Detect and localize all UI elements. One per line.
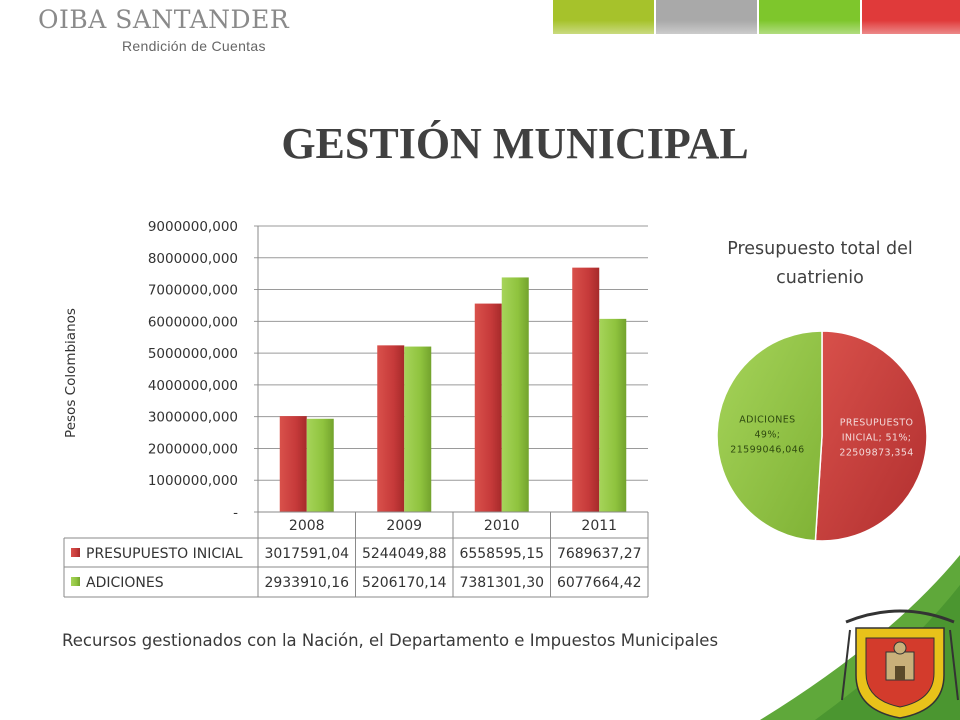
- pie-title: Presupuesto total del cuatrienio: [727, 239, 913, 288]
- y-tick-label: 6000000,000: [147, 314, 238, 331]
- y-tick-label: 3000000,000: [147, 409, 238, 426]
- data-label: 7381301,30: [459, 575, 545, 591]
- pie-data-label: INICIAL; 51%;: [841, 432, 912, 444]
- y-tick-label: 2000000,000: [147, 441, 238, 458]
- legend-label: ADICIONES: [86, 575, 164, 591]
- data-label: 7689637,27: [556, 546, 642, 562]
- data-label: 3017591,04: [264, 546, 350, 562]
- y-tick-label: 1000000,000: [147, 473, 238, 490]
- pie-data-label: PRESUPUESTO: [839, 417, 914, 429]
- x-tick-label: 2010: [483, 518, 520, 534]
- data-label: 6558595,15: [459, 546, 545, 562]
- y-tick-label: 4000000,000: [147, 377, 238, 394]
- brand-title: OIBA SANTANDER: [38, 5, 290, 34]
- y-tick-label: -: [233, 505, 238, 521]
- y-tick-label: 7000000,000: [147, 282, 238, 299]
- page-title: GESTIÓN MUNICIPAL: [281, 119, 749, 168]
- x-tick-label: 2011: [581, 518, 618, 534]
- pie-data-label: ADICIONES: [739, 414, 796, 426]
- legend-label: PRESUPUESTO INICIAL: [86, 546, 243, 562]
- x-tick-label: 2009: [386, 518, 423, 534]
- y-tick-label: 5000000,000: [147, 346, 238, 363]
- brand-subtitle: Rendición de Cuentas: [122, 38, 266, 54]
- pie-data-label: 21599046,046: [730, 444, 805, 456]
- footer-text: Recursos gestionados con la Nación, el Departamento e Impuestos Municipales: [62, 631, 719, 650]
- y-axis-title: Pesos Colombianos: [63, 308, 79, 438]
- data-label: 6077664,42: [556, 575, 642, 591]
- data-label: 5244049,88: [361, 546, 447, 562]
- pie-data-label: 49%;: [754, 429, 781, 441]
- y-tick-label: 9000000,000: [147, 219, 238, 235]
- pie-data-label: 22509873,354: [839, 447, 914, 459]
- x-tick-label: 2008: [288, 518, 325, 534]
- data-label: 2933910,16: [264, 575, 350, 591]
- data-label: 5206170,14: [361, 575, 447, 591]
- y-tick-label: 8000000,000: [147, 250, 238, 267]
